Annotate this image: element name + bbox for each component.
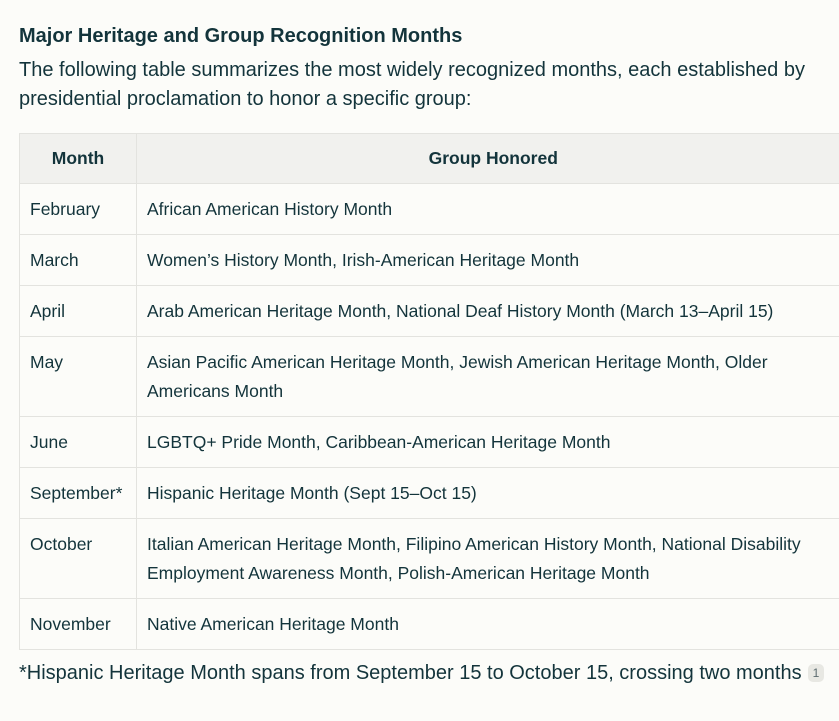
months-table-container <box>19 133 839 650</box>
table-header-row <box>20 134 839 184</box>
month-cell: October <box>20 519 137 599</box>
month-cell: May <box>20 337 137 417</box>
table-row <box>20 417 839 468</box>
table-row <box>20 599 839 650</box>
footnote <box>19 658 824 688</box>
group-cell: Native American Heritage Month <box>137 599 839 650</box>
month-cell: February <box>20 184 137 235</box>
group-cell: LGBTQ+ Pride Month, Caribbean-American Heritage Month <box>137 417 839 468</box>
footnote-text: *Hispanic Heritage Month spans from September 15 to October 15, crossing two months <box>19 662 802 684</box>
group-cell: Asian Pacific American Heritage Month, Jewish American Heritage Month, Older Americans Month <box>137 337 839 417</box>
group-cell: Arab American Heritage Month, National Deaf History Month (March 13–April 15) <box>137 286 839 337</box>
table-row <box>20 519 839 599</box>
group-cell: African American History Month <box>137 184 839 235</box>
column-header-group: Group Honored <box>137 134 839 184</box>
column-header-month: Month <box>20 134 137 184</box>
month-cell: April <box>20 286 137 337</box>
month-cell: June <box>20 417 137 468</box>
month-cell: September* <box>20 468 137 519</box>
table-row <box>20 468 839 519</box>
table-row <box>20 337 839 417</box>
month-cell: November <box>20 599 137 650</box>
month-cell: March <box>20 235 137 286</box>
group-cell: Italian American Heritage Month, Filipino American History Month, National Disability Employment Awareness Month, Polish-American Heritage Month <box>137 519 839 599</box>
section-heading: Major Heritage and Group Recognition Months <box>19 25 463 47</box>
table-row <box>20 286 839 337</box>
table-row <box>20 235 839 286</box>
intro-paragraph: The following table summarizes the most widely recognized months, each established by presidential proclamation to honor a specific group: <box>19 59 805 110</box>
table-row <box>20 184 839 235</box>
group-cell: Hispanic Heritage Month (Sept 15–Oct 15) <box>137 468 839 519</box>
months-table <box>19 133 839 650</box>
citation-badge[interactable]: 1 <box>808 664 825 682</box>
group-cell: Women’s History Month, Irish-American Heritage Month <box>137 235 839 286</box>
